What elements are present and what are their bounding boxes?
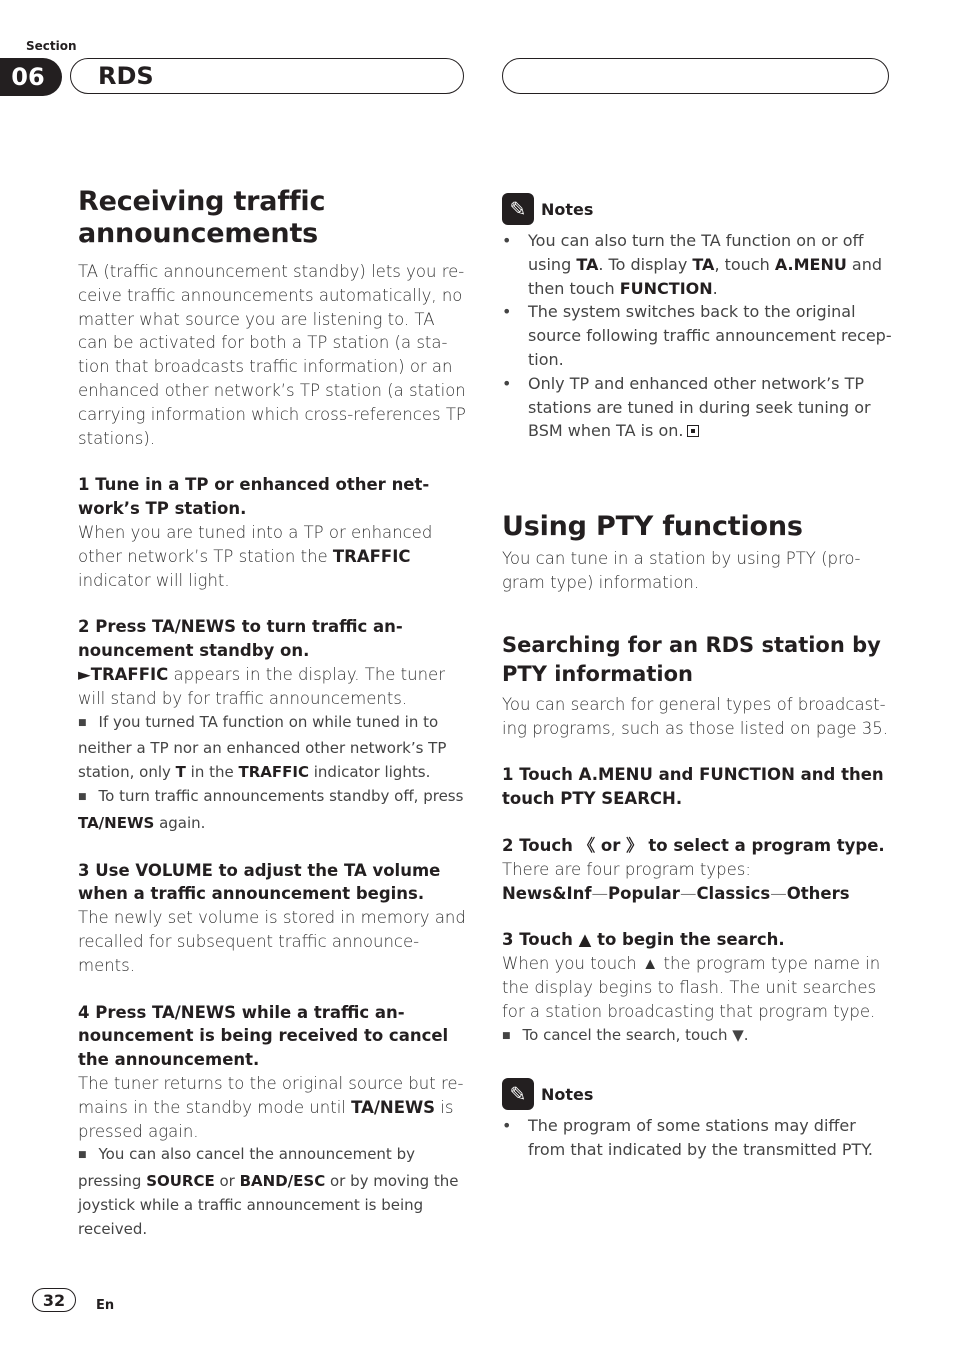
pty-step2-body: There are four program types: xyxy=(502,859,751,879)
pty-step1-title: 1 Touch A.MENU and FUNCTION and then touch PTY SEARCH. xyxy=(502,765,884,809)
section-number-badge: 06 xyxy=(0,58,62,96)
right-column xyxy=(502,193,892,1162)
notes-label-2: Notes xyxy=(541,1084,594,1104)
step3-title: 3 Use VOLUME to adjust the TA volume when a traffic announcement begins. xyxy=(78,860,441,904)
step3-body: The newly set volume is stored in memory and recalled for subsequent traffic announcements. xyxy=(78,908,466,975)
pty-step3-note: ■ To cancel the search, touch ▼. xyxy=(502,1024,892,1051)
language-label: En xyxy=(96,1298,115,1313)
list-item: • Only TP and enhanced other network’s TP stations are tuned in during seek tuning or BSM when TA is on. xyxy=(502,372,892,443)
list-item: • You can also turn the TA function on or off using TA. To display TA, touch A.MENU and then touch FUNCTION. xyxy=(502,229,892,300)
header-empty-frame xyxy=(502,58,889,94)
traffic-intro: TA (traffic announcement standby) lets you receive traffic announcements automatically, no matter what source you are listening to. TA can be activated for both a TP station (a station that broadcasts traffic information) or an enhanced other network’s TP station (a station carrying information which cross-references TP stations). xyxy=(78,262,466,448)
notes-list-2 xyxy=(502,1114,892,1162)
notes-heading-2 xyxy=(502,1078,892,1110)
step4-note: ■ You can also cancel the announcement by pressing SOURCE or BAND/ESC or by moving the joystick while a traffic announcement is being received. xyxy=(78,1143,468,1241)
step2-body: ►TRAFFIC appears in the display. The tuner will stand by for traffic announcements. xyxy=(78,664,445,708)
section-heading-pty: Using PTY functions xyxy=(502,511,803,543)
section-heading-traffic: Receiving traffic announcements xyxy=(78,186,326,249)
pty-step3-title: 3 Touch ▲ to begin the search. xyxy=(502,930,785,950)
end-mark-icon xyxy=(687,425,699,437)
list-item: • The program of some stations may differ from that indicated by the transmitted PTY. xyxy=(502,1114,892,1162)
pty-step3-body: When you touch ▲ the program type name in the display begins to flash. The unit searches for a station broadcasting that program type. xyxy=(502,954,881,1021)
left-column xyxy=(78,186,468,1241)
step2-note-1: ■ If you turned TA function on while tuned in to neither a TP nor an enhanced other network’s TP station, only T in the TRAFFIC indicator lights. xyxy=(78,711,468,785)
step1-body: When you are tuned into a TP or enhanced other network’s TP station the TRAFFIC indicator will light. xyxy=(78,522,433,590)
step4-body: The tuner returns to the original source but remains in the standby mode until TA/NEWS is pressed again. xyxy=(78,1073,464,1141)
pty-search-intro: You can search for general types of broadcasting programs, such as those listed on page 35. xyxy=(502,694,888,738)
pty-intro: You can tune in a station by using PTY (program type) information. xyxy=(502,549,861,592)
step2-title: 2 Press TA/NEWS to turn traffic announcement standby on. xyxy=(78,617,403,661)
notes-label-1: Notes xyxy=(541,199,594,219)
pty-step2-title: 2 Touch 《 or 》 to select a program type. xyxy=(502,835,885,855)
section-label: Section xyxy=(26,39,77,53)
chapter-title: RDS xyxy=(98,62,154,90)
list-item: • The system switches back to the original source following traffic announcement reception. xyxy=(502,300,892,371)
pencil-icon: ✎ xyxy=(502,1078,534,1110)
step1-title: 1 Tune in a TP or enhanced other network’s TP station. xyxy=(78,475,430,519)
step4-title: 4 Press TA/NEWS while a traffic announcement is being received to cancel the announcement. xyxy=(78,1002,449,1070)
step2-note-2: ■ To turn traffic announcements standby off, press TA/NEWS again. xyxy=(78,785,468,836)
page-number: 32 xyxy=(32,1288,76,1312)
program-types: News&Inf—Popular—Classics—Others xyxy=(502,883,850,903)
pencil-icon: ✎ xyxy=(502,193,534,225)
notes-list-1 xyxy=(502,229,892,443)
subheading-pty-search: Searching for an RDS station by PTY information xyxy=(502,632,881,686)
notes-heading-1 xyxy=(502,193,892,225)
